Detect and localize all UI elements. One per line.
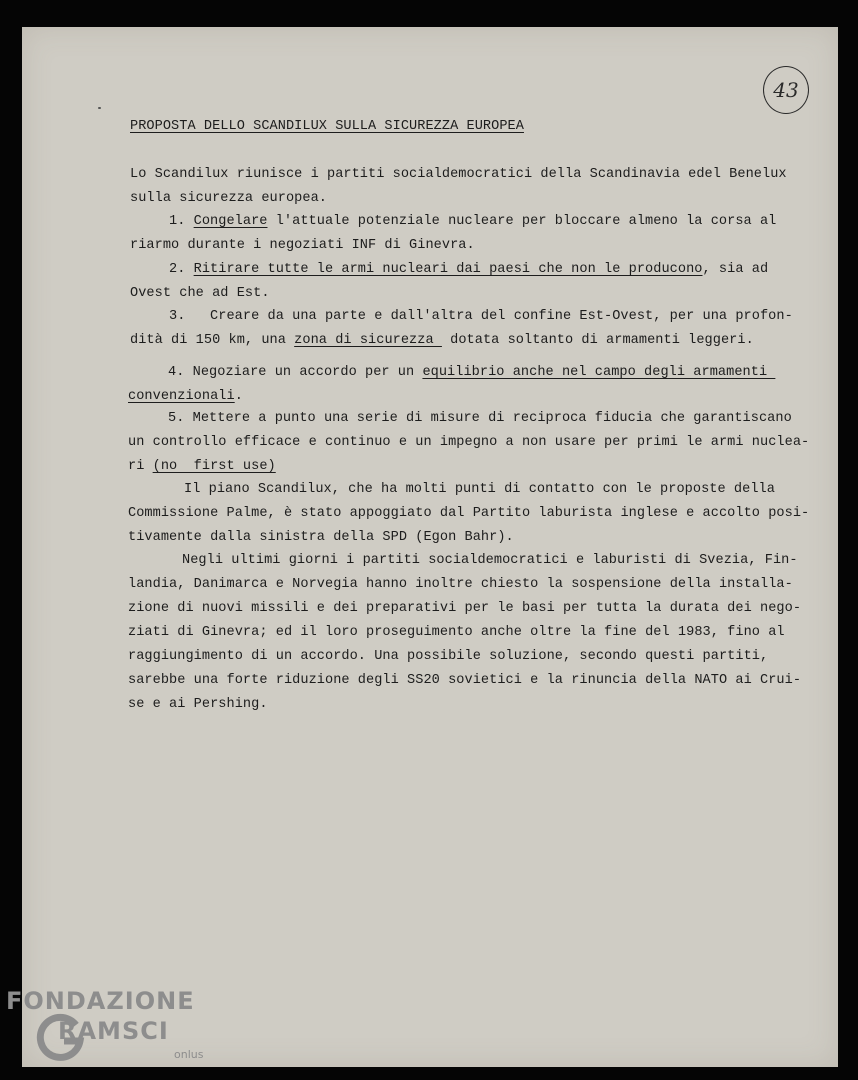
- underlined-text: Congelare: [193, 214, 268, 229]
- page-number-text: 43: [773, 78, 799, 102]
- underlined-text: Ritirare tutte le armi nucleari dai paesi che non le producono: [193, 262, 703, 277]
- text-span: dotata soltanto di armamenti leggeri.: [441, 333, 754, 348]
- text-line: riarmo durante i negoziati INF di Ginevra.: [130, 238, 475, 253]
- text-line: Lo Scandilux riunisce i partiti socialdemocratici della Scandinavia edel Benelux: [130, 167, 787, 182]
- list-item-4: [168, 364, 775, 382]
- text-span: l'attuale potenziale nucleare per bloccare almeno la corsa al: [267, 214, 777, 229]
- watermark-line-1: FONDAZIONE: [6, 987, 195, 1015]
- text-line: [128, 458, 276, 476]
- text-span: ri: [128, 459, 153, 474]
- text-span: .: [234, 389, 243, 404]
- item-number: 2.: [169, 262, 194, 277]
- underlined-text: zona di sicurezza: [294, 333, 442, 348]
- text-line: Negli ultimi giorni i partiti socialdemocratici e laburisti di Svezia, Fin-: [182, 553, 798, 568]
- list-item-5: 5. Mettere a punto una serie di misure di reciproca fiducia che garantiscano: [168, 411, 792, 426]
- underlined-text: convenzionali: [128, 389, 235, 404]
- underlined-text: equilibrio anche nel campo degli armamenti: [422, 365, 776, 380]
- text-line: Il piano Scandilux, che ha molti punti di contatto con le proposte della: [184, 482, 775, 497]
- text-line: un controllo efficace e continuo e un impegno a non usare per primi le armi nuclea-: [128, 435, 810, 450]
- text-line: landia, Danimarca e Norvegia hanno inoltre chiesto la sospensione della installa-: [128, 577, 793, 592]
- text-span: dità di 150 km, una: [130, 333, 295, 348]
- list-item-2: [169, 261, 768, 279]
- text-line: se e ai Pershing.: [128, 697, 268, 712]
- text-line: raggiungimento di un accordo. Una possibile soluzione, secondo questi partiti,: [128, 649, 769, 664]
- text-line: Commissione Palme, è stato appoggiato dal Partito laburista inglese e accolto posi-: [128, 506, 810, 521]
- text-line: [130, 332, 754, 350]
- watermark-line-3: onlus: [174, 1048, 204, 1061]
- paper-speck: [98, 107, 101, 109]
- text-line: ziati di Ginevra; ed il loro proseguimento anche oltre la fine del 1983, fino al: [128, 625, 785, 640]
- text-span: 4. Negoziare un accordo per un: [168, 365, 423, 380]
- text-line: tivamente dalla sinistra della SPD (Egon Bahr).: [128, 530, 514, 545]
- item-number: 1.: [169, 214, 194, 229]
- list-item-1: [169, 213, 776, 231]
- handwritten-page-number: [763, 66, 809, 114]
- text-line: zione di nuovi missili e dei preparativi per le basi per tutta la durata dei nego-: [128, 601, 802, 616]
- fondazione-gramsci-watermark: [6, 987, 226, 1075]
- list-item-3: 3. Creare da una parte e dall'altra del confine Est-Ovest, per una profon-: [169, 309, 793, 324]
- watermark-line-2: RAMSCI: [58, 1017, 169, 1045]
- text-line: sulla sicurezza europea.: [130, 191, 327, 206]
- text-line: sarebbe una forte riduzione degli SS20 sovietici e la rinuncia della NATO ai Crui-: [128, 673, 802, 688]
- text-line: Ovest che ad Est.: [130, 286, 270, 301]
- underlined-text: (no first use): [152, 459, 276, 474]
- document-title: PROPOSTA DELLO SCANDILUX SULLA SICUREZZA EUROPEA: [130, 119, 524, 134]
- text-span: , sia ad: [702, 262, 769, 277]
- text-line: [128, 388, 243, 406]
